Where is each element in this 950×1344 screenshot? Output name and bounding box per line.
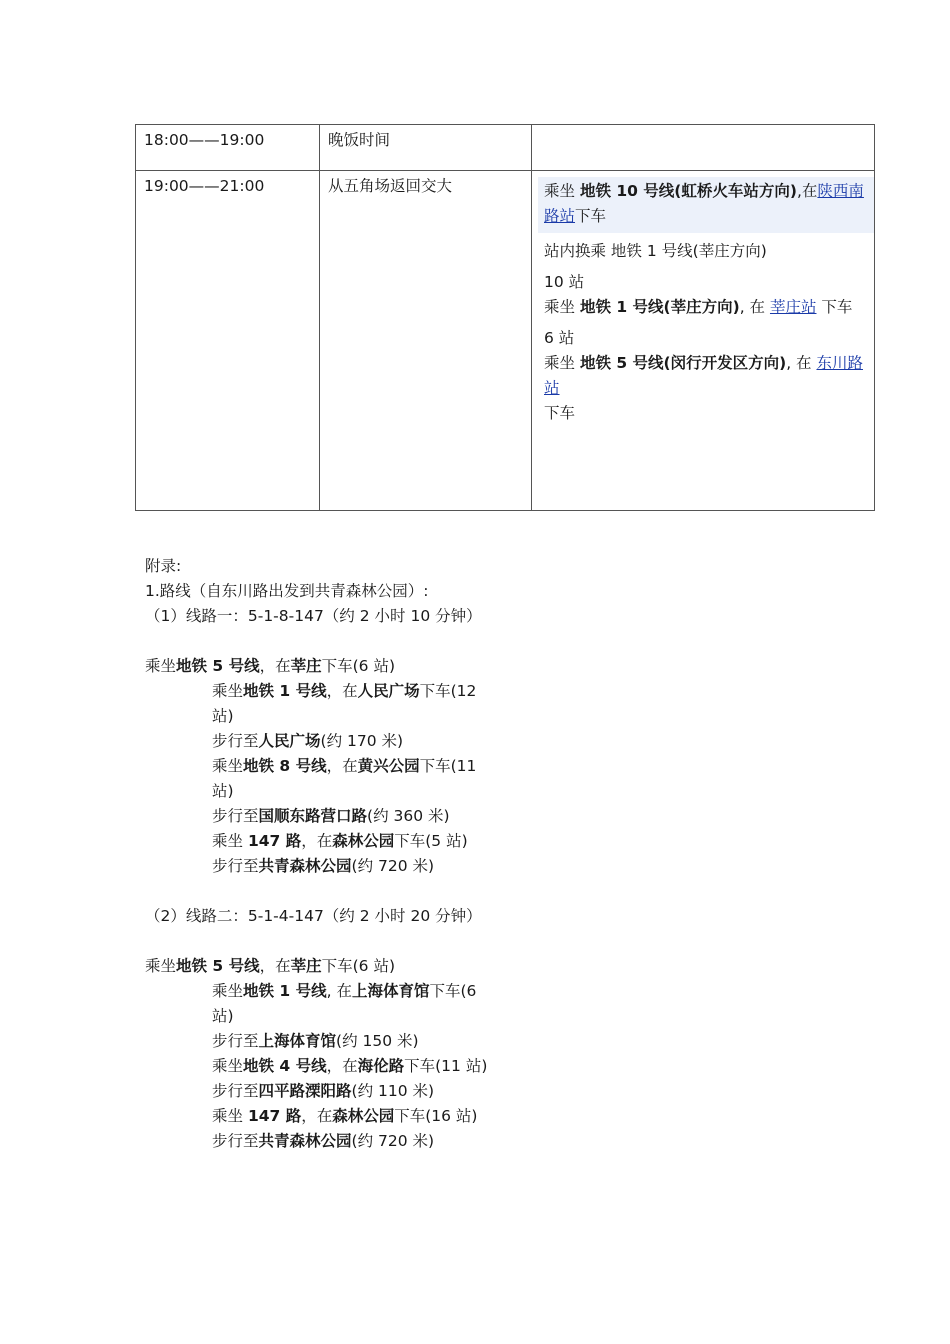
time-cell: 19:00——21:00 [136, 171, 320, 511]
list-item: 步行至四平路溧阳路(约 110 米) [212, 1082, 435, 1100]
metro-line: 地铁 5 号线(闵行开发区方向) [579, 354, 787, 372]
table-row [136, 171, 875, 511]
metro-line: 地铁 10 号线(虹桥火车站方向) [579, 182, 797, 200]
station-count: 6 站 [544, 329, 575, 347]
route-1-steps [145, 679, 502, 879]
station-link-dongchuan-road[interactable]: 东川路站 [544, 354, 863, 397]
list-item: 乘坐地铁 1 号线, 在上海体育馆下车(6 站) [212, 982, 477, 1025]
list-item: 乘坐地铁 1 号线，在人民广场下车(12 站) [212, 682, 477, 725]
route-step-4: 6 站 乘坐 地铁 5 号线(闵行开发区方向), 在 东川路站 下车 [538, 326, 874, 426]
list-item: 步行至国顺东路营口路(约 360 米) [212, 807, 450, 825]
activity-cell: 晚饭时间 [320, 125, 532, 171]
list-item: 步行至共青森林公园(约 720 米) [212, 1132, 435, 1150]
list-item: 乘坐地铁 8 号线，在黄兴公园下车(11 站) [212, 757, 477, 800]
appendix [145, 554, 565, 1154]
metro-line: 地铁 1 号线(莘庄方向) [579, 298, 740, 316]
route-2-heading: （2）线路二：5-1-4-147（约 2 小时 20 分钟） [145, 907, 482, 925]
route-step-2: 站内换乘 地铁 1 号线(莘庄方向) [544, 242, 767, 260]
list-item: 乘坐 147 路，在森林公园下车(16 站) [212, 1107, 478, 1125]
time-cell: 18:00——19:00 [136, 125, 320, 171]
route-2-first-step: 乘坐地铁 5 号线，在莘庄下车(6 站) [145, 957, 396, 975]
route-step-3: 10 站 乘坐 地铁 1 号线(莘庄方向), 在 莘庄站 下车 [538, 270, 874, 320]
list-item: 步行至人民广场(约 170 米) [212, 732, 404, 750]
station-link-shaanxi-south-road[interactable]: 陕西南路站 [544, 182, 864, 225]
route-cell [532, 125, 875, 171]
appendix-section-heading: 1.路线（自东川路出发到共青森林公园）: [145, 582, 429, 600]
list-item: 步行至上海体育馆(约 150 米) [212, 1032, 419, 1050]
route-1-heading: （1）线路一：5-1-8-147（约 2 小时 10 分钟） [145, 607, 482, 625]
list-item: 步行至共青森林公园(约 720 米) [212, 857, 435, 875]
route-1-first-step: 乘坐地铁 5 号线，在莘庄下车(6 站) [145, 657, 396, 675]
activity-cell: 从五角场返回交大 [320, 171, 532, 511]
station-count: 10 站 [544, 273, 585, 291]
route-step-1: 乘坐 地铁 10 号线(虹桥火车站方向),在陕西南路站下车 [538, 177, 874, 233]
station-link-xinzhuang[interactable]: 莘庄站 [769, 298, 817, 316]
list-item: 乘坐 147 路，在森林公园下车(5 站) [212, 832, 468, 850]
route-cell [532, 171, 875, 511]
appendix-title: 附录: [145, 557, 182, 575]
route-2-steps [145, 979, 502, 1154]
table-row [136, 125, 875, 171]
schedule-table [135, 124, 875, 511]
list-item: 乘坐地铁 4 号线，在海伦路下车(11 站) [212, 1057, 488, 1075]
